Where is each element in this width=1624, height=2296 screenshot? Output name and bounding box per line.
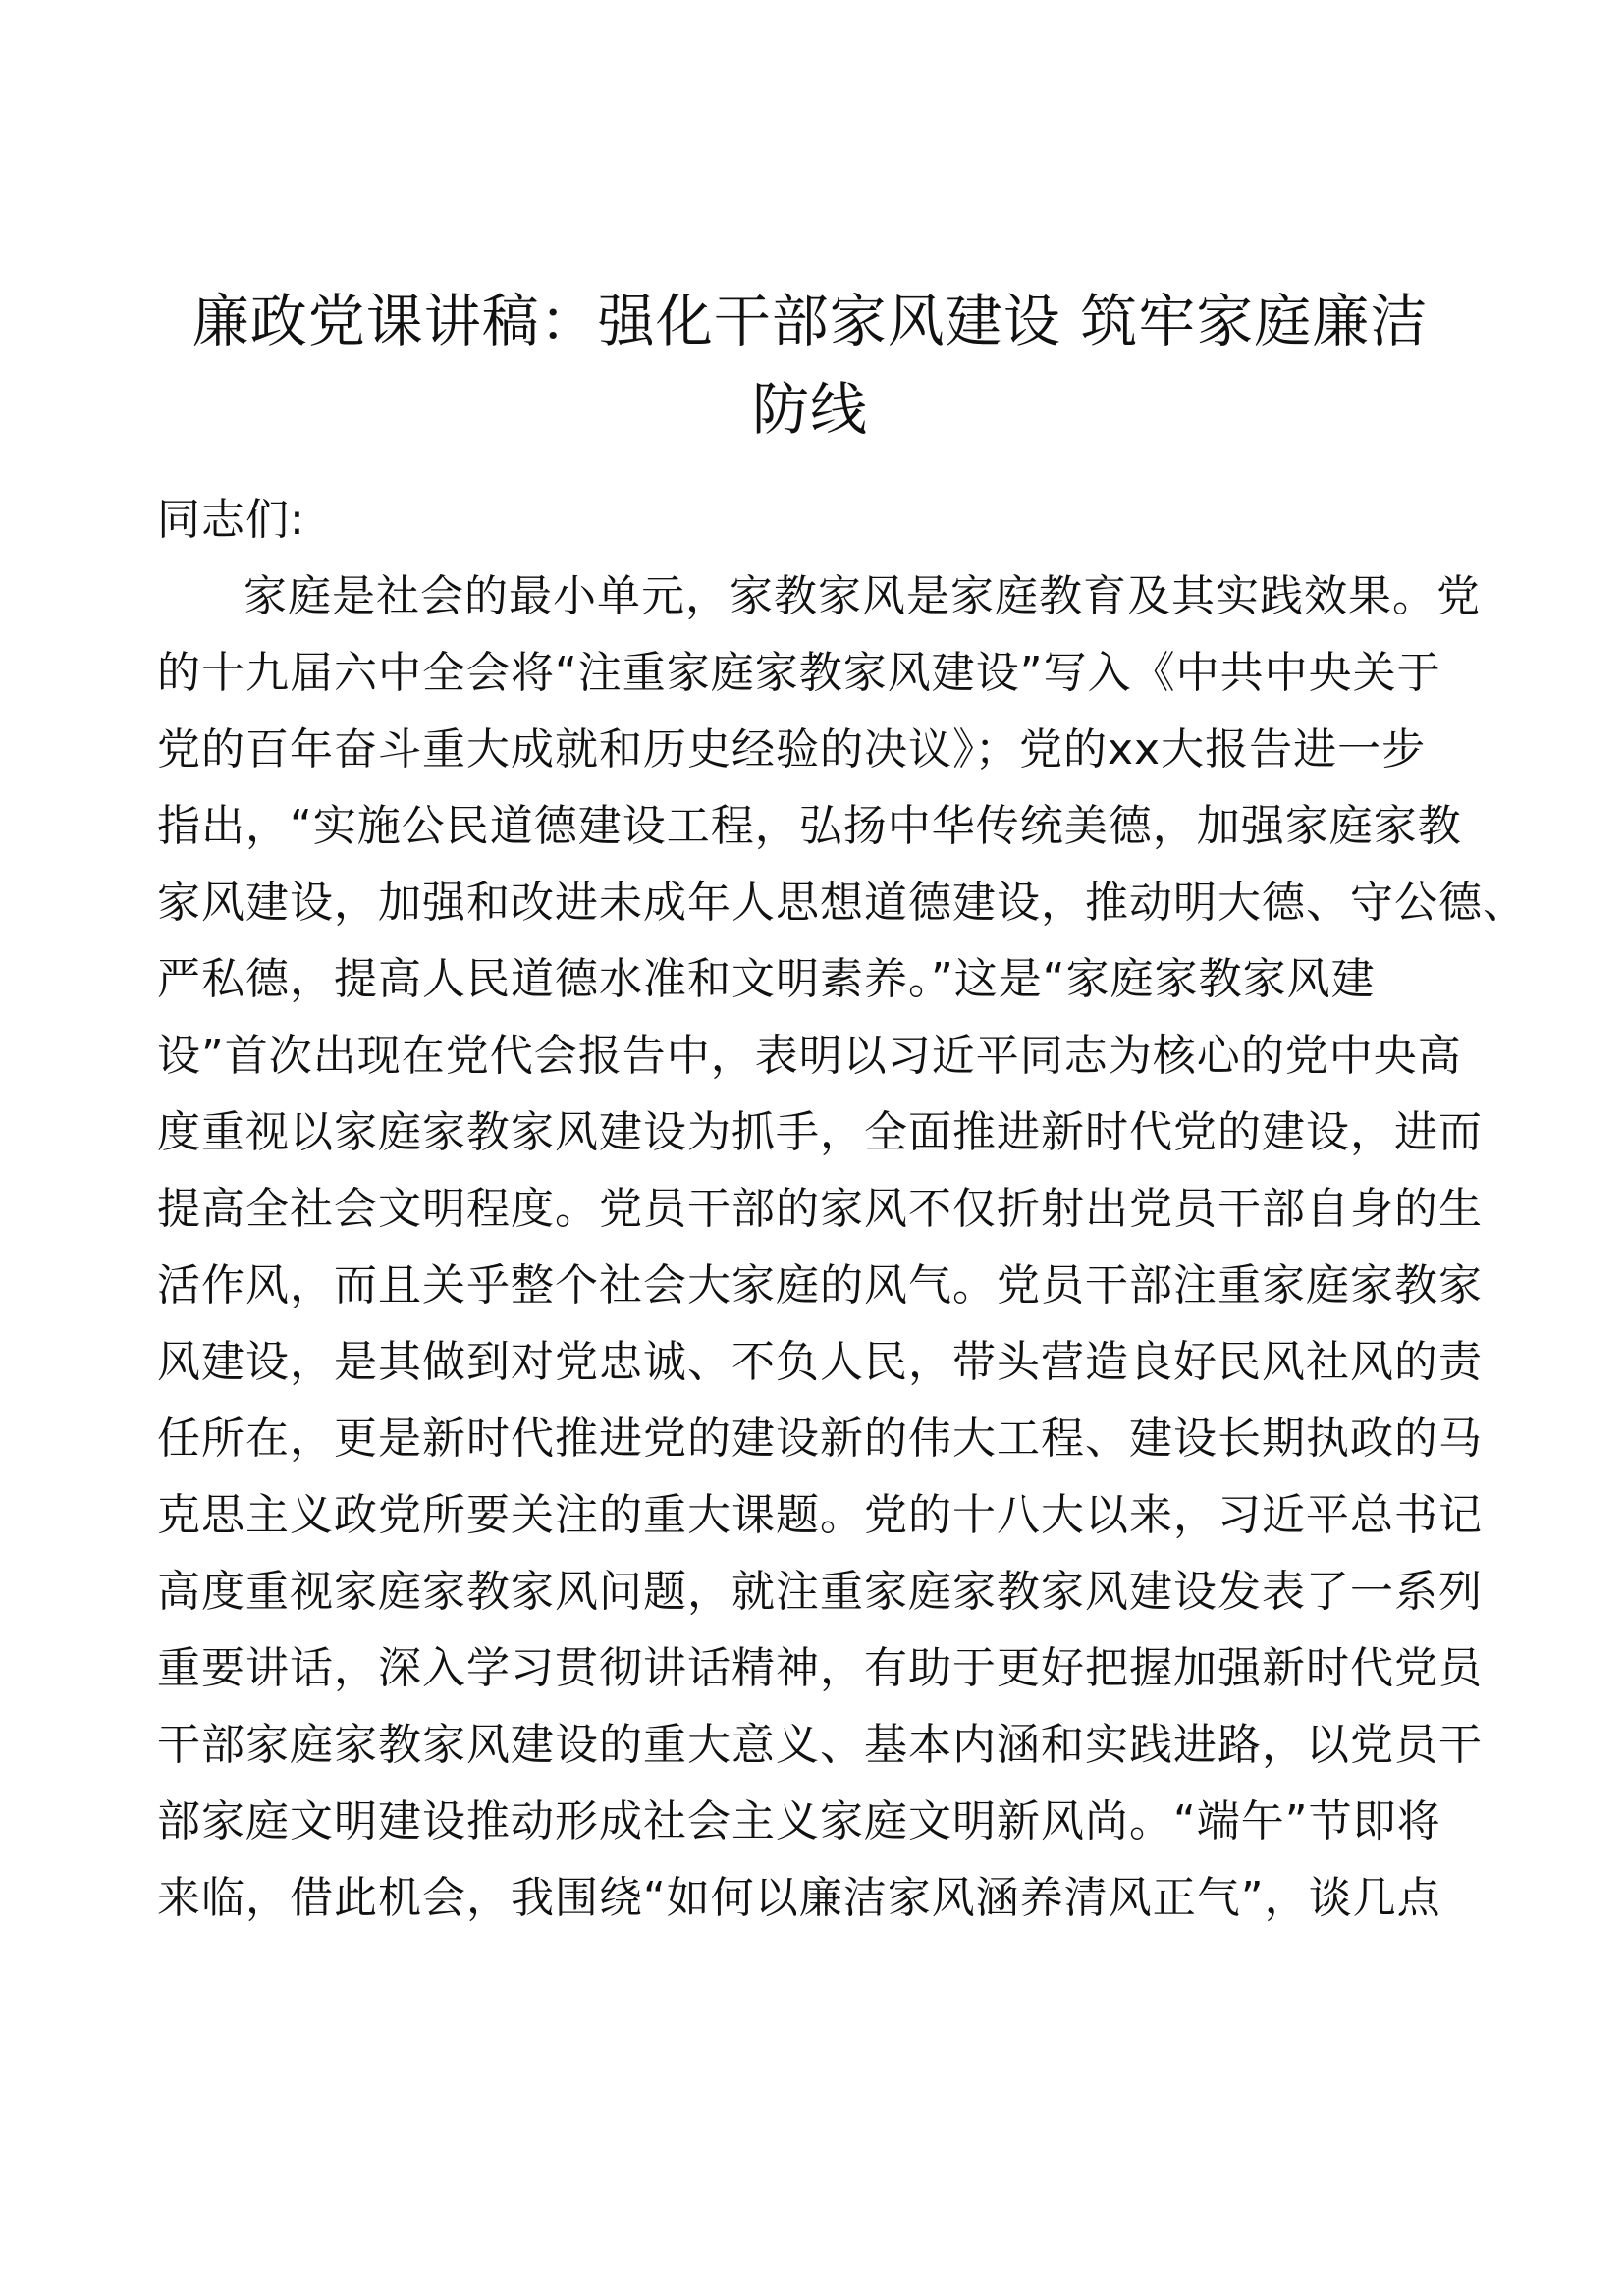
paragraph-line: 克思主义政党所要关注的重大课题。党的十八大以来，习近平总书记 [157, 1490, 1483, 1540]
paragraph-line: 指出，“实施公民道德建设工程，弘扬中华传统美德，加强家庭家教 [157, 801, 1462, 851]
paragraph-line: 活作风，而且关乎整个社会大家庭的风气。党员干部注重家庭家教家 [157, 1260, 1483, 1310]
salutation: 同志们: [157, 495, 305, 545]
paragraph-line: 干部家庭家教家风建设的重大意义、基本内涵和实践进路，以党员干 [157, 1720, 1483, 1770]
paragraph-line: 部家庭文明建设推动形成社会主义家庭文明新风尚。“端午”节即将 [157, 1796, 1441, 1846]
paragraph-line: 高度重视家庭家教家风问题，就注重家庭家教家风建设发表了一系列 [157, 1567, 1483, 1617]
paragraph-line: 提高全社会文明程度。党员干部的家风不仅折射出党员干部自身的生 [157, 1184, 1483, 1234]
document-title [147, 277, 1473, 454]
paragraph-line: 的十九届六中全会将“注重家庭家教家风建设”写入《中共中央关于 [157, 648, 1441, 698]
paragraph-line: 设”首次出现在党代会报告中，表明以习近平同志为核心的党中央高 [157, 1031, 1462, 1081]
paragraph-line: 任所在，更是新时代推进党的建设新的伟大工程、建设长期执政的马 [157, 1414, 1483, 1464]
paragraph-line: 风建设，是其做到对党忠诚、不负人民，带头营造良好民风社风的责 [157, 1337, 1483, 1387]
paragraph-line: 重要讲话，深入学习贯彻讲话精神，有助于更好把握加强新时代党员 [157, 1643, 1483, 1693]
title-line-2: 防线 [751, 376, 868, 443]
paragraph-line: 严私德，提高人民道德水准和文明素养。”这是“家庭家教家风建 [157, 954, 1376, 1004]
paragraph-line: 家庭是社会的最小单元，家教家风是家庭教育及其实践效果。党 [244, 571, 1481, 621]
paragraph-line: 党的百年奋斗重大成就和历史经验的决议》；党的xx大报告进一步 [157, 724, 1427, 774]
paragraph-line: 度重视以家庭家教家风建设为抓手，全面推进新时代党的建设，进而 [157, 1107, 1483, 1157]
paragraph-line: 家风建设，加强和改进未成年人思想道德建设，推动明大德、守公德、 [157, 878, 1527, 928]
paragraph-line: 来临，借此机会，我围绕“如何以廉洁家风涵养清风正气”，谈几点 [157, 1873, 1441, 1923]
title-line-1: 廉政党课讲稿：强化干部家风建设 筑牢家庭廉洁 [191, 288, 1429, 354]
